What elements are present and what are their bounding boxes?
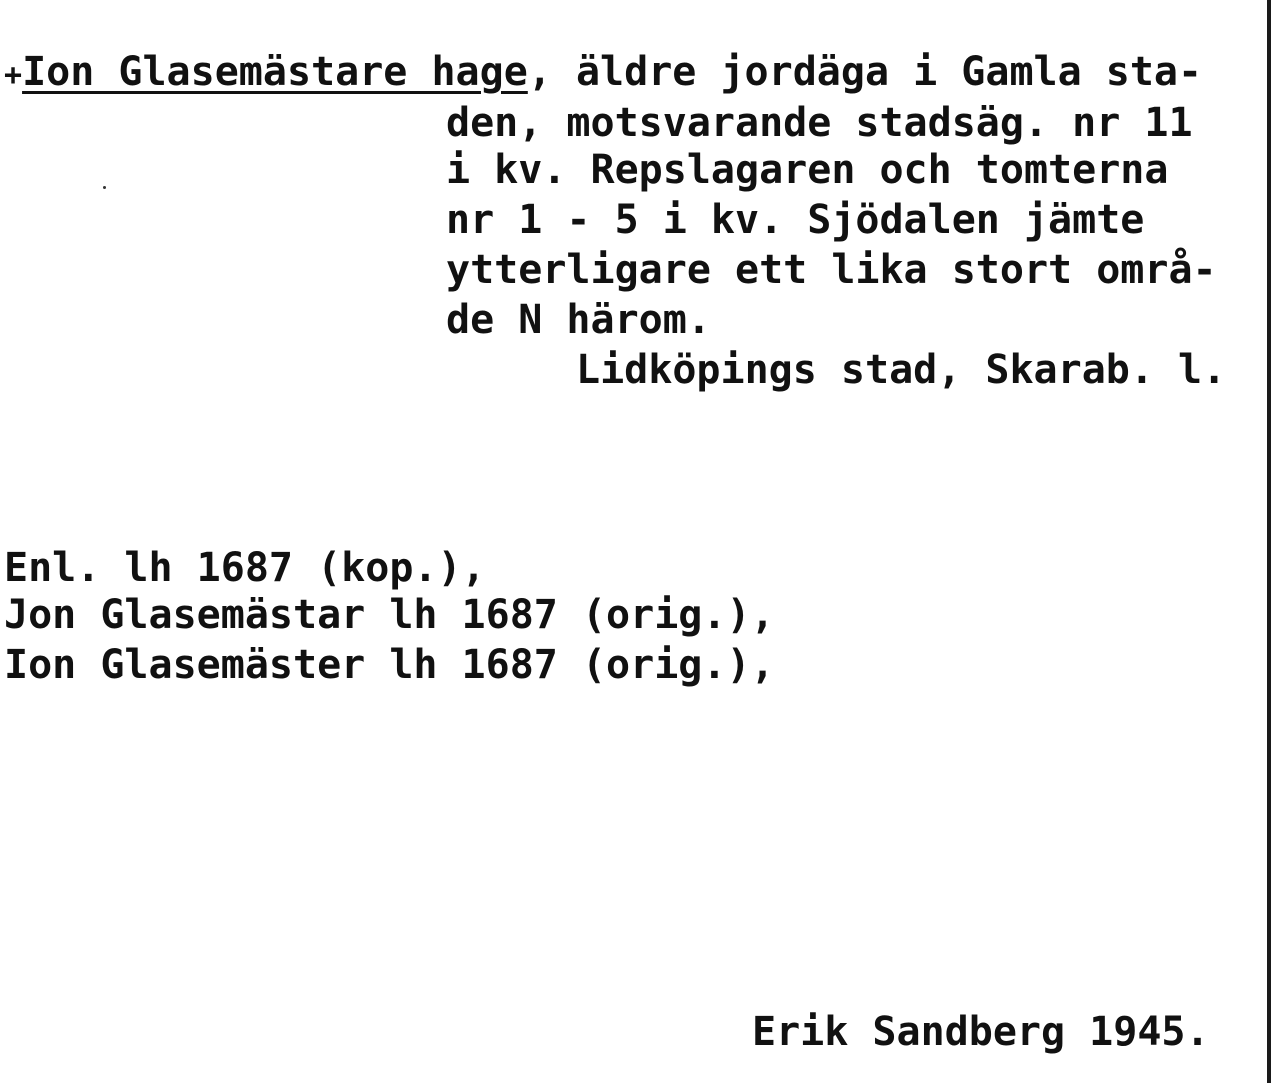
description-line-4: ytterligare ett lika stort områ- [446, 247, 1217, 293]
deceased-marker: + [4, 58, 23, 93]
description-line-3: nr 1 - 5 i kv. Sjödalen jämte [446, 197, 1145, 243]
headword: Ion Glasemästare hage [22, 49, 528, 95]
location: Lidköpings stad, Skarab. l. [576, 347, 1227, 393]
source-line-1: Enl. lh 1687 (kop.), [4, 545, 486, 591]
card-edge [1267, 0, 1271, 1083]
source-line-3: Ion Glasemäster lh 1687 (orig.), [4, 642, 775, 688]
description-line-2: i kv. Repslagaren och tomterna [446, 147, 1169, 193]
description-line-5: de N härom. [446, 297, 711, 343]
headword-suffix: , äldre jordäga i Gamla sta- [527, 49, 1203, 95]
description-line-1: den, motsvarande stadsäg. nr 11 [446, 100, 1193, 146]
signature: Erik Sandberg 1945. [752, 1009, 1210, 1055]
source-line-2: Jon Glasemästar lh 1687 (orig.), [4, 592, 775, 638]
headword-line [4, 49, 1203, 95]
paper-speck [103, 186, 106, 189]
